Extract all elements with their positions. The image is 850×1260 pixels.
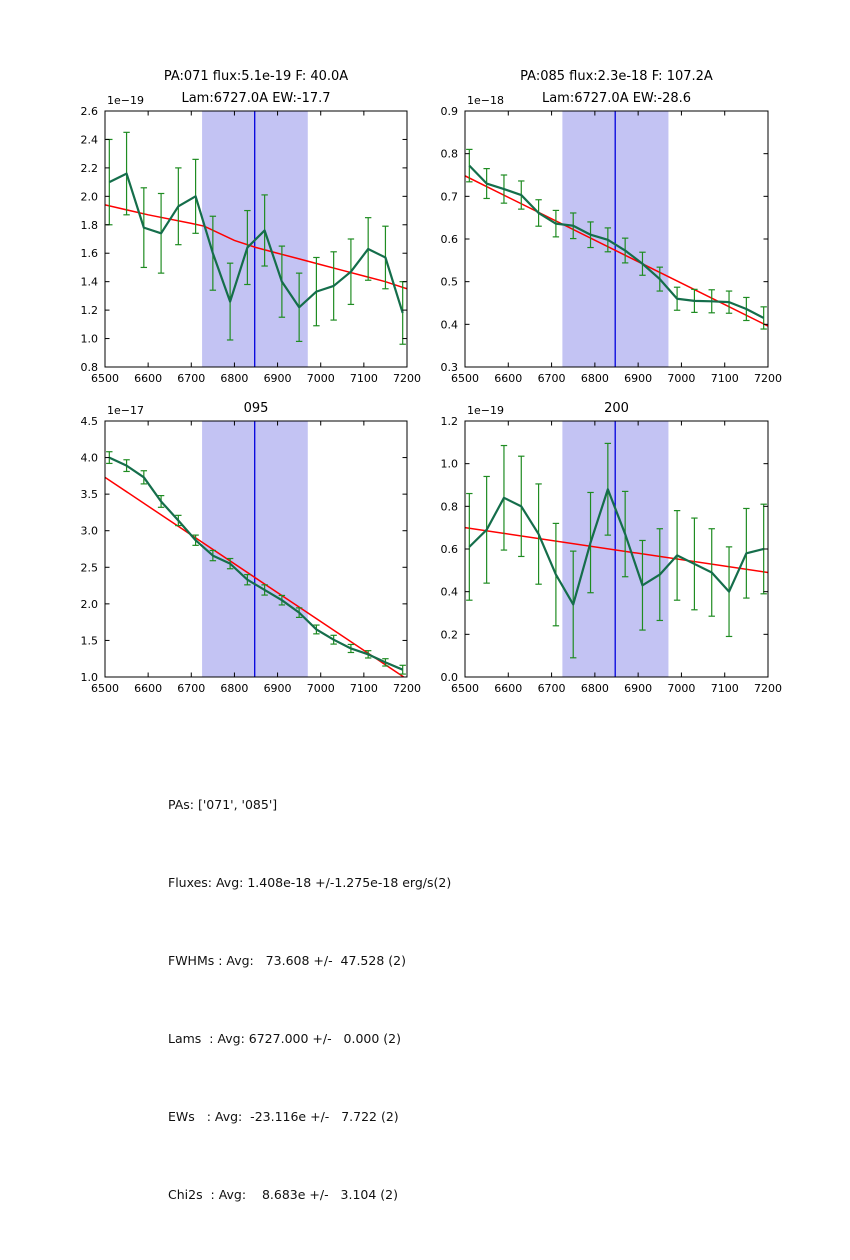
x-tick-label: 6500 (451, 682, 479, 695)
y-tick-label: 1.0 (80, 332, 98, 346)
plot1-title-line2: Lam:6727.0A EW:-17.7 (181, 91, 331, 106)
y-tick-label: 0.8 (440, 147, 458, 161)
x-tick-label: 7100 (710, 372, 739, 385)
x-tick-label: 6900 (263, 682, 292, 695)
plot1-title-line1: PA:071 flux:5.1e-19 F: 40.0A (163, 69, 349, 84)
y-tick-label: 1.8 (80, 218, 98, 232)
y-tick-label: 1.0 (440, 457, 458, 471)
x-tick-label: 6500 (91, 372, 119, 385)
plot1-offset-label: 1e−19 (107, 94, 144, 107)
plot4-title-line1: 200 (604, 401, 629, 416)
y-tick-label: 0.4 (440, 585, 458, 599)
x-tick-label: 6500 (91, 682, 119, 695)
y-tick-label: 1.5 (80, 634, 98, 648)
y-tick-label: 0.6 (440, 233, 458, 246)
x-tick-label: 6900 (624, 682, 653, 695)
plot2-offset-label: 1e−18 (467, 94, 504, 107)
plot4-offset-label: 1e−19 (467, 404, 504, 417)
x-tick-label: 7000 (306, 682, 335, 695)
y-tick-label: 2.5 (80, 561, 98, 575)
x-tick-label: 6800 (580, 682, 609, 695)
x-tick-label: 6700 (537, 372, 566, 385)
y-tick-label: 0.0 (440, 671, 458, 684)
stats-line-chi2s: Chi2s : Avg: 8.683e +/- 3.104 (2) (168, 1187, 399, 1202)
x-tick-label: 7200 (393, 682, 421, 695)
x-tick-label: 6900 (263, 372, 292, 385)
y-tick-label: 0.8 (440, 500, 458, 514)
plot2-title-line2: Lam:6727.0A EW:-28.6 (541, 91, 692, 106)
y-tick-label: 4.5 (80, 415, 98, 428)
plot3-title (105, 398, 407, 420)
x-tick-label: 6500 (451, 372, 479, 385)
x-tick-label: 6700 (537, 682, 566, 695)
plot2-title-line1: PA:085 flux:2.3e-18 F: 107.2A (520, 69, 713, 84)
subplot-2 (441, 105, 783, 385)
x-tick-label: 6800 (220, 682, 249, 695)
y-tick-label: 0.9 (440, 105, 458, 118)
stats-line-pas: PAs: ['071', '085'] (168, 797, 278, 812)
x-tick-label: 6700 (177, 682, 206, 695)
x-tick-label: 7100 (349, 372, 378, 385)
stats-line-fwhms: FWHMs : Avg: 73.608 +/- 47.528 (2) (168, 953, 406, 968)
x-tick-label: 6600 (134, 372, 163, 385)
y-tick-label: 0.7 (440, 190, 458, 204)
x-tick-label: 7200 (754, 682, 782, 695)
plot1-title (105, 66, 407, 110)
y-tick-label: 3.0 (80, 524, 98, 538)
x-tick-label: 7000 (667, 372, 696, 385)
subplot-4 (441, 415, 783, 695)
y-tick-label: 0.4 (440, 318, 458, 332)
x-tick-label: 7200 (754, 372, 782, 385)
y-tick-label: 0.2 (440, 628, 458, 642)
x-tick-label: 7100 (710, 682, 739, 695)
plot3-offset-label: 1e−17 (107, 404, 144, 417)
plot3-title-line1: 095 (243, 401, 269, 416)
y-tick-label: 0.6 (440, 543, 458, 556)
y-tick-label: 0.3 (440, 361, 458, 374)
stats-block (168, 740, 451, 1260)
y-tick-label: 0.5 (440, 275, 458, 289)
x-tick-label: 6600 (494, 682, 523, 695)
subplot-1 (81, 105, 422, 385)
y-tick-label: 2.6 (80, 105, 98, 118)
stats-line-ews: EWs : Avg: -23.116e +/- 7.722 (2) (168, 1109, 399, 1124)
y-tick-label: 2.0 (80, 597, 98, 611)
y-tick-label: 1.2 (80, 304, 98, 318)
x-tick-label: 6600 (494, 372, 523, 385)
x-tick-label: 7000 (306, 372, 335, 385)
plot2-title (465, 66, 768, 110)
x-tick-label: 7000 (667, 682, 696, 695)
x-tick-label: 7100 (349, 682, 378, 695)
y-tick-label: 3.5 (80, 488, 98, 502)
y-tick-label: 4.0 (80, 451, 98, 465)
x-tick-label: 6800 (220, 372, 249, 385)
subplot-3 (81, 415, 422, 695)
y-tick-label: 2.0 (80, 190, 98, 204)
y-tick-label: 2.2 (80, 161, 98, 175)
stats-line-fluxes: Fluxes: Avg: 1.408e-18 +/-1.275e-18 erg/s(2) (168, 875, 452, 890)
plot4-title (465, 398, 768, 420)
x-tick-label: 6900 (624, 372, 653, 385)
y-tick-label: 2.4 (80, 133, 98, 147)
stats-line-lams: Lams : Avg: 6727.000 +/- 0.000 (2) (168, 1031, 401, 1046)
y-tick-label: 1.4 (80, 275, 98, 289)
y-tick-label: 0.8 (80, 361, 98, 374)
y-tick-label: 1.6 (80, 247, 98, 261)
y-tick-label: 1.0 (80, 671, 98, 684)
x-tick-label: 6600 (134, 682, 163, 695)
x-tick-label: 6700 (177, 372, 206, 385)
y-tick-label: 1.2 (440, 415, 458, 428)
x-tick-label: 7200 (393, 372, 421, 385)
x-tick-label: 6800 (580, 372, 609, 385)
